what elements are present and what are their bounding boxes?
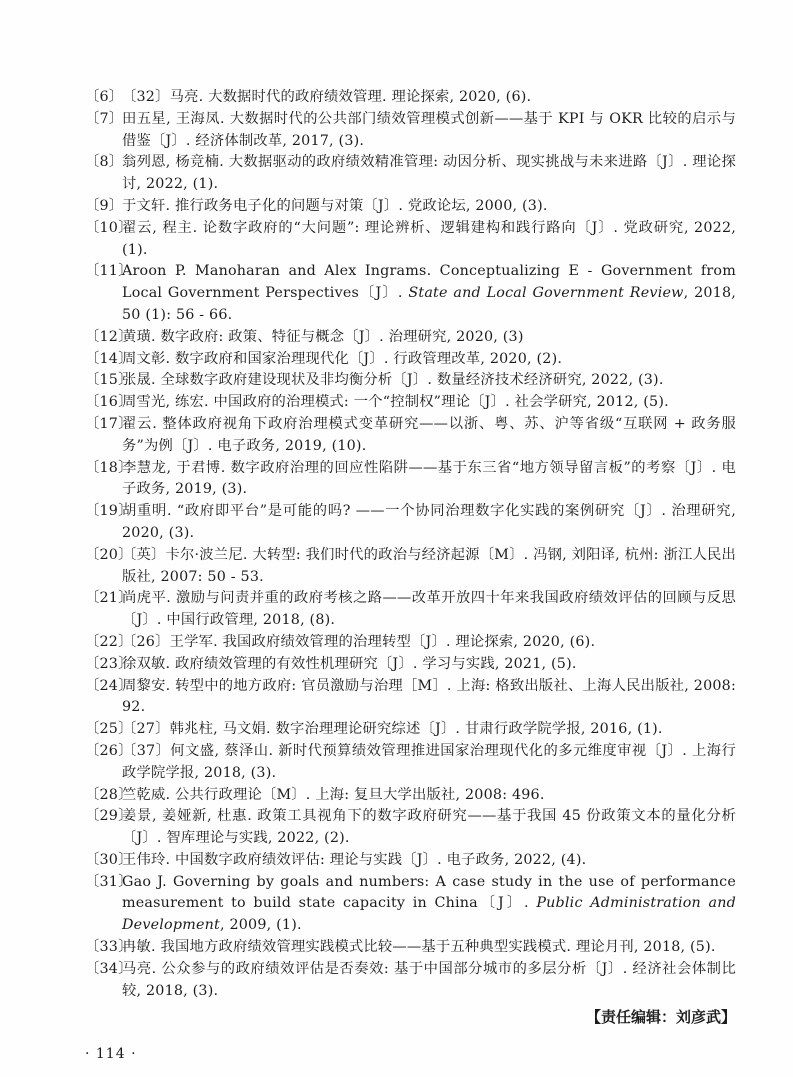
reference-item xyxy=(85,152,736,196)
reference-text-part: Gao J. Governing by goals and numbers: A case study in the use of performance measurement to build state capacity in China〔J〕. xyxy=(122,873,736,912)
reference-item xyxy=(85,392,736,414)
reference-text xyxy=(122,220,736,258)
reference-label: 〔14〕 xyxy=(85,350,133,367)
reference-item xyxy=(85,261,736,326)
reference-text-part: 周文彰. 数字政府和国家治理现代化〔J〕. 行政管理改革, 2020, (2). xyxy=(122,350,563,367)
reference-item xyxy=(85,109,736,153)
reference-text-part: Aroon P. Manoharan and Alex Ingrams. Conceptualizing E - Government from Local Government Perspectives〔J〕. xyxy=(122,263,736,302)
reference-text xyxy=(122,634,595,650)
reference-item xyxy=(85,654,736,676)
reference-label: 〔17〕 xyxy=(85,415,133,432)
reference-text xyxy=(122,89,531,105)
reference-label: 〔25〕 xyxy=(85,721,133,738)
reference-text-part: 冉敏. 我国地方政府绩效管理实践模式比较——基于五种典型实践模式. 理论月刊, 2018, (5). xyxy=(122,939,716,956)
reference-text xyxy=(122,394,669,410)
page-number: · 114 · xyxy=(85,1046,137,1063)
reference-text-part: 〔26〕王学军. 我国政府绩效管理的治理转型〔J〕. 理论探索, 2020, (6). xyxy=(122,633,596,650)
reference-text xyxy=(122,460,736,498)
reference-item xyxy=(85,327,736,349)
reference-label: 〔33〕 xyxy=(85,939,133,956)
reference-label: 〔26〕 xyxy=(85,742,133,759)
reference-label: 〔9〕 xyxy=(85,197,124,214)
reference-label: 〔11〕 xyxy=(85,263,133,280)
reference-item xyxy=(85,937,736,959)
reference-text-part: 〔37〕何文盛, 蔡泽山. 新时代预算绩效管理推进国家治理现代化的多元维度审视〔J〕. 上海行政学院学报, 2018, (3). xyxy=(122,742,736,781)
reference-item xyxy=(85,458,736,502)
reference-label: 〔7〕 xyxy=(85,110,124,127)
reference-list xyxy=(85,87,736,1002)
reference-item xyxy=(85,370,736,392)
reference-text-part: 王伟玲. 中国数字政府绩效评估: 理论与实践〔J〕. 电子政务, 2022, (4). xyxy=(122,851,587,868)
reference-item xyxy=(85,545,736,589)
reference-label: 〔20〕 xyxy=(85,546,133,563)
reference-text xyxy=(122,416,736,454)
editor-note: 【责任编辑：刘彦武】 xyxy=(585,1008,736,1027)
reference-text xyxy=(122,547,736,585)
reference-text xyxy=(122,852,586,868)
reference-text-part: , 2009, (1). xyxy=(219,917,302,934)
journal-title-italic: State and Local Government Review xyxy=(408,285,684,302)
reference-label: 〔31〕 xyxy=(85,873,133,890)
reference-label: 〔16〕 xyxy=(85,394,133,411)
reference-text-part: 于文轩. 推行政务电子化的问题与对策〔J〕. 党政论坛, 2000, (3). xyxy=(122,197,548,214)
reference-text-part: 周雪光, 练宏. 中国政府的治理模式: 一个“控制权”理论〔J〕. 社会学研究, 2012, (5). xyxy=(122,394,669,411)
reference-item xyxy=(85,501,736,545)
reference-item xyxy=(85,785,736,807)
reference-item xyxy=(85,588,736,632)
reference-text-part: 徐双敏. 政府绩效管理的有效性机理研究〔J〕. 学习与实践, 2021, (5). xyxy=(122,655,577,672)
reference-text xyxy=(122,787,545,803)
reference-label: 〔19〕 xyxy=(85,503,133,520)
reference-item xyxy=(85,872,736,937)
reference-text xyxy=(122,372,664,388)
reference-item xyxy=(85,719,736,741)
reference-text-part: 尚虎平. 激励与问责并重的政府考核之路——改革开放四十年来我国政府绩效评估的回顾与反思〔J〕. 中国行政管理, 2018, (8). xyxy=(122,590,736,629)
reference-text-part: 姜景, 姜娅新, 杜惠. 政策工具视角下的数字政府研究——基于我国 45 份政策文本的量化分析〔J〕. 智库理论与实践, 2022, (2). xyxy=(122,808,736,847)
reference-text-part: 田五星, 王海凤. 大数据时代的公共部门绩效管理模式创新——基于 KPI 与 OKR 比较的启示与借鉴〔J〕. 经济体制改革, 2017, (3). xyxy=(122,110,736,149)
reference-label: 〔24〕 xyxy=(85,677,133,694)
reference-text-part: 翁列恩, 杨竞楠. 大数据驱动的政府绩效精准管理: 动因分析、现实挑战与未来进路〔J〕. 理论探讨, 2022, (1). xyxy=(122,154,736,193)
reference-text-part: 周黎安. 转型中的地方政府: 官员激励与治理［M］. 上海: 格致出版社、上海人民出版社, 2008: 92. xyxy=(122,677,736,716)
reference-label: 〔30〕 xyxy=(85,851,133,868)
reference-text xyxy=(122,874,736,934)
reference-item xyxy=(85,676,736,720)
reference-text xyxy=(122,590,736,628)
reference-text-part: 〔27〕韩兆柱, 马文娟. 数字治理理论研究综述〔J〕. 甘肃行政学院学报, 2016, (1). xyxy=(122,721,663,738)
reference-text-part: 〔英〕卡尔·波兰尼. 大转型: 我们时代的政治与经济起源〔M〕. 冯钢, 刘阳译, 杭州: 浙江人民出版社, 2007: 50 - 53. xyxy=(122,546,736,585)
reference-label: 〔15〕 xyxy=(85,372,133,389)
reference-label: 〔22〕 xyxy=(85,633,133,650)
reference-label: 〔23〕 xyxy=(85,655,133,672)
reference-text xyxy=(122,351,562,367)
reference-label: 〔6〕 xyxy=(85,89,124,105)
reference-text xyxy=(122,721,663,737)
reference-item xyxy=(85,196,736,218)
reference-text xyxy=(122,154,736,192)
reference-label: 〔21〕 xyxy=(85,590,133,607)
reference-text xyxy=(122,329,524,345)
reference-text xyxy=(122,503,736,541)
reference-text-part: , 2018, 50 (1): 56 - 66. xyxy=(122,285,736,323)
reference-item xyxy=(85,741,736,785)
reference-label: 〔18〕 xyxy=(85,459,133,476)
reference-text-part: 翟云, 程主. 论数字政府的“大问题”: 理论辨析、逻辑建构和践行路向〔J〕. 党政研究, 2022, (1). xyxy=(122,219,736,258)
reference-text-part: 马亮. 公众参与的政府绩效评估是否奏效: 基于中国部分城市的多层分析〔J〕. 经济社会体制比较, 2018, (3). xyxy=(122,960,736,999)
journal-title-italic: Public Administration and Development xyxy=(122,895,736,934)
reference-item xyxy=(85,87,736,109)
reference-label: 〔34〕 xyxy=(85,960,133,977)
reference-label: 〔10〕 xyxy=(85,219,133,236)
reference-text xyxy=(122,111,736,149)
reference-text-part: 翟云. 整体政府视角下政府治理模式变革研究——以浙、粤、苏、沪等省级“互联网 + 政务服务”为例〔J〕. 电子政务, 2019, (10). xyxy=(122,415,736,454)
reference-item xyxy=(85,806,736,850)
reference-label: 〔12〕 xyxy=(85,328,133,345)
reference-text-part: 黄璜. 数字政府: 政策、特征与概念〔J〕. 治理研究, 2020, (3) xyxy=(122,328,524,345)
reference-text-part: 张晟. 全球数字政府建设现状及非均衡分析〔J〕. 数量经济技术经济研究, 2022, (3). xyxy=(122,372,664,389)
reference-item xyxy=(85,850,736,872)
reference-text-part: 竺乾威. 公共行政理论〔M〕. 上海: 复旦大学出版社, 2008: 496. xyxy=(122,786,545,803)
reference-item xyxy=(85,632,736,654)
reference-text-part: 李慧龙, 于君博. 数字政府治理的回应性陷阱——基于东三省“地方领导留言板”的考察〔J〕. 电子政务, 2019, (3). xyxy=(122,459,736,498)
reference-text xyxy=(122,743,736,781)
reference-text xyxy=(122,961,736,999)
reference-item xyxy=(85,218,736,262)
reference-label: 〔8〕 xyxy=(85,154,124,171)
reference-label: 〔29〕 xyxy=(85,808,133,825)
reference-text-part: 胡重明. “政府即平台”是可能的吗? ——一个协同治理数字化实践的案例研究〔J〕. 治理研究, 2020, (3). xyxy=(122,503,736,541)
reference-item xyxy=(85,414,736,458)
reference-item xyxy=(85,959,736,1003)
reference-text-part: 〔32〕马亮. 大数据时代的政府绩效管理. 理论探索, 2020, (6). xyxy=(122,89,532,105)
reference-label: 〔28〕 xyxy=(85,786,133,803)
reference-text xyxy=(122,808,736,846)
reference-text xyxy=(122,263,736,323)
reference-item xyxy=(85,349,736,371)
reference-text xyxy=(122,198,548,214)
reference-text xyxy=(122,678,736,716)
reference-text xyxy=(122,656,577,672)
reference-text xyxy=(122,939,716,955)
